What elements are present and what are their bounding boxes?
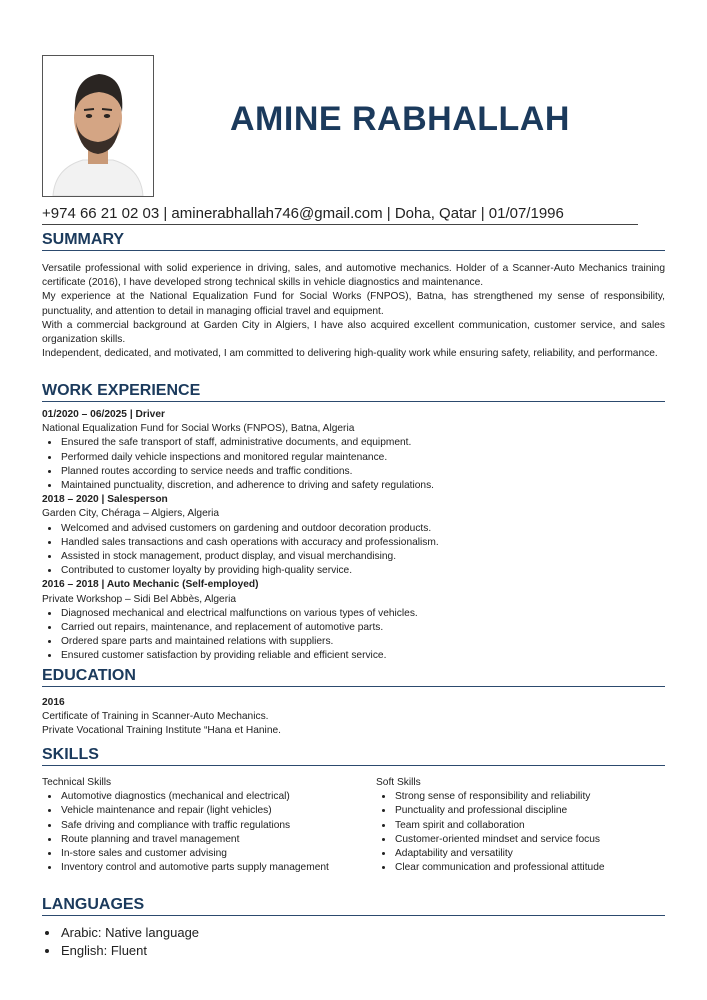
soft-skills-label: Soft Skills: [376, 777, 421, 788]
soft-skills-column: [376, 776, 666, 875]
job-dates: 2018 – 2020: [42, 494, 99, 506]
list-item: • Vehicle maintenance and repair (light vehicles): [60, 804, 372, 818]
education-institute: Private Vocational Training Institute “Hana et Hanine.: [42, 725, 281, 737]
job-role: Salesperson: [107, 494, 168, 506]
profile-photo: [42, 55, 154, 197]
summary-paragraph: My experience at the National Equalization Fund for Social Works (FNPOS), Batna, has strengthened my sense of responsibility, punctuality, and attention to detail in managing official travel and equipment.: [42, 291, 665, 317]
list-item: • Automotive diagnostics (mechanical and electrical): [60, 790, 372, 804]
list-item: • Customer-oriented mindset and service focus: [394, 833, 666, 847]
list-item: • Ensured customer satisfaction by providing reliable and efficient service.: [60, 649, 665, 663]
education-certificate: Certificate of Training in Scanner-Auto Mechanics.: [42, 711, 269, 723]
list-item: • Strong sense of responsibility and reliability: [394, 790, 666, 804]
list-item: • Punctuality and professional discipline: [394, 804, 666, 818]
summary-paragraph: Versatile professional with solid experience in driving, sales, and automotive mechanics. Holder of a Scanner-Auto Mechanics training certificate (2016), I have developed strong technical skills in vehicle diagnostics and maintenance.: [42, 263, 665, 289]
list-item: • Ordered spare parts and maintained relations with suppliers.: [60, 635, 665, 649]
job-entry: [42, 578, 665, 663]
technical-skills-column: [42, 776, 372, 875]
list-item: • Planned routes according to service needs and traffic conditions.: [60, 465, 665, 479]
job-header: 2018 – 2020 | Salesperson: [42, 494, 168, 506]
list-item: • Welcomed and advised customers on gardening and outdoor decoration products.: [60, 522, 665, 536]
list-item: • Handled sales transactions and cash operations with accuracy and professionalism.: [60, 536, 665, 550]
list-item: • Inventory control and automotive parts supply management: [60, 861, 372, 875]
education-year: 2016: [42, 697, 65, 708]
job-header: 2016 – 2018 | Auto Mechanic (Self-employed): [42, 579, 259, 591]
skills-heading: SKILLS: [42, 746, 665, 766]
list-item: • Ensured the safe transport of staff, administrative documents, and equipment.: [60, 436, 665, 450]
job-entry: [42, 493, 665, 578]
list-item: • Adaptability and versatility: [394, 847, 666, 861]
job-employer: Private Workshop – Sidi Bel Abbès, Algeria: [42, 593, 237, 605]
languages-items: [42, 924, 665, 960]
technical-skills-list: [42, 790, 372, 875]
list-item: • Route planning and travel management: [60, 833, 372, 847]
job-duties: [42, 607, 665, 664]
list-item: • In-store sales and customer advising: [60, 847, 372, 861]
job-duties: [42, 436, 665, 493]
person-portrait-icon: [43, 56, 153, 196]
list-item: • Diagnosed mechanical and electrical malfunctions on various types of vehicles.: [60, 607, 665, 621]
list-item: • Arabic: Native language: [60, 924, 665, 942]
job-entry: [42, 408, 665, 493]
list-item: • Contributed to customer loyalty by providing high-quality service.: [60, 564, 665, 578]
job-dates: 2016 – 2018: [42, 579, 99, 591]
job-header: 01/2020 – 06/2025 | Driver: [42, 409, 165, 420]
technical-skills-label: Technical Skills: [42, 777, 112, 788]
list-item: • English: Fluent: [60, 942, 665, 960]
summary-paragraph: With a commercial background at Garden City in Algiers, I have also acquired excellent communication, customer service, and sales organization skills.: [42, 319, 665, 346]
list-item: • Performed daily vehicle inspections and monitored regular maintenance.: [60, 451, 665, 465]
work-experience-heading: WORK EXPERIENCE: [42, 382, 665, 402]
list-item: • Clear communication and professional attitude: [394, 861, 666, 875]
job-role: Driver: [135, 409, 165, 420]
job-role: Auto Mechanic (Self-employed): [106, 579, 259, 591]
list-item: • Carried out repairs, maintenance, and replacement of automotive parts.: [60, 621, 665, 635]
list-item: • Team spirit and collaboration: [394, 819, 666, 833]
summary-heading: SUMMARY: [42, 231, 665, 251]
candidate-name: AMINE RABHALLAH: [230, 100, 570, 138]
summary-text: [42, 262, 665, 361]
job-dates: 01/2020 – 06/2025: [42, 409, 127, 420]
contact-line: +974 66 21 02 03 | aminerabhallah746@gmail.com | Doha, Qatar | 01/07/1996: [42, 205, 638, 225]
list-item: • Assisted in stock management, product display, and visual merchandising.: [60, 550, 665, 564]
job-employer: Garden City, Chéraga – Algiers, Algeria: [42, 508, 220, 520]
job-duties: [42, 522, 665, 579]
languages-list: [42, 924, 665, 960]
education-entry: [42, 696, 665, 739]
work-experience-list: [42, 408, 665, 664]
languages-heading: LANGUAGES: [42, 896, 665, 916]
list-item: • Maintained punctuality, discretion, and adherence to driving and safety regulations.: [60, 479, 665, 493]
job-employer: National Equalization Fund for Social Works (FNPOS), Batna, Algeria: [42, 423, 355, 435]
summary-paragraph: Independent, dedicated, and motivated, I am committed to delivering high-quality work while ensuring safety, reliability, and performance.: [42, 348, 658, 360]
list-item: • Safe driving and compliance with traffic regulations: [60, 819, 372, 833]
soft-skills-list: [376, 790, 666, 875]
education-heading: EDUCATION: [42, 667, 665, 687]
